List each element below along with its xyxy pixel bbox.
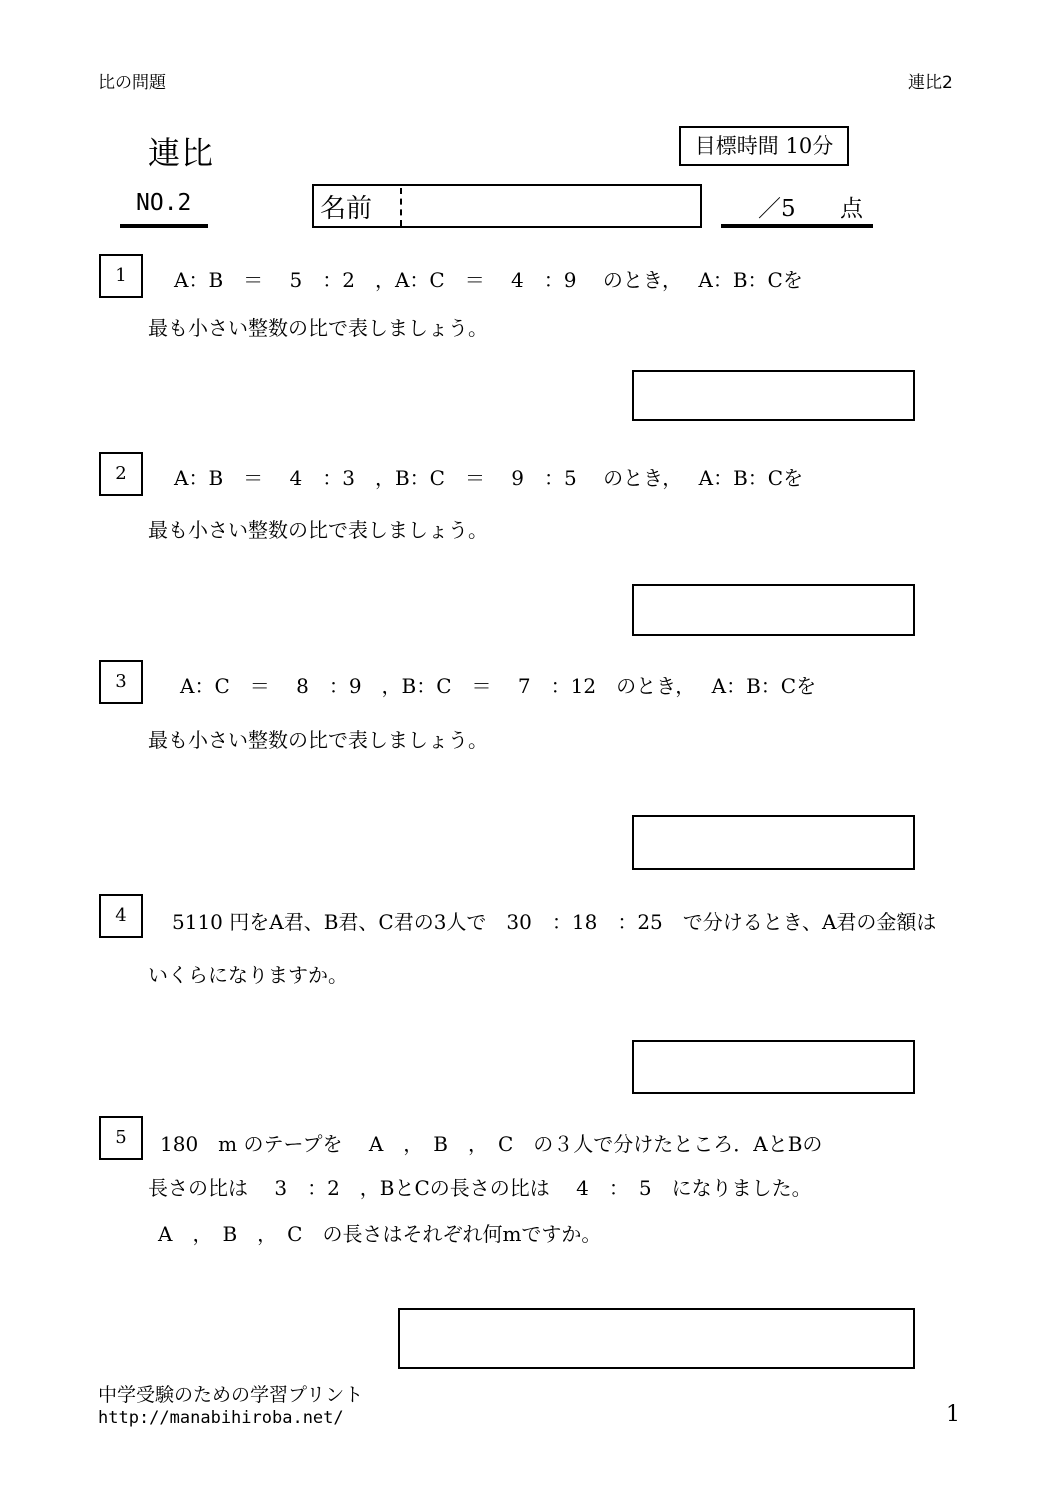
question-number-1: 1 xyxy=(99,254,143,298)
name-field[interactable] xyxy=(312,184,702,228)
question-5-line-1: 180 m のテープを A ， B ， C の３人で分けたところ．AとBの xyxy=(160,1132,823,1156)
target-time-box: 目標時間 10分 xyxy=(679,126,849,166)
footer-url-link[interactable]: http://manabihiroba.net/ xyxy=(98,1408,344,1428)
question-4-line-2: いくらになりますか。 xyxy=(148,963,348,987)
name-label: 名前 xyxy=(320,194,373,224)
question-number-4: 4 xyxy=(99,894,143,938)
sheet-number-underline xyxy=(120,224,208,228)
footer-publisher: 中学受験のための学習プリント xyxy=(98,1384,364,1406)
header-subject: 比の問題 xyxy=(98,73,166,93)
page-number: 1 xyxy=(946,1402,960,1427)
question-4-line-1: 5110 円をA君、B君、C君の3人で 30 ：18 ：25 で分けるとき、A君の金額は xyxy=(172,910,937,934)
page-title: 連比 xyxy=(148,134,215,172)
question-3-line-1: A：C ＝ 8 ：9 ，B：C ＝ 7 ：12 のとき， A：B：Cを xyxy=(180,674,817,698)
question-number-5: 5 xyxy=(99,1116,143,1160)
answer-box-3[interactable] xyxy=(632,815,915,870)
question-2-line-1: A：B ＝ 4 ：3 ，B：C ＝ 9 ：5 のとき， A：B：Cを xyxy=(174,466,804,490)
header-sheet-id: 連比2 xyxy=(908,73,953,93)
answer-box-2[interactable] xyxy=(632,584,915,636)
answer-box-4[interactable] xyxy=(632,1040,915,1094)
answer-box-1[interactable] xyxy=(632,370,915,421)
score-underline xyxy=(721,224,873,228)
answer-box-5[interactable] xyxy=(398,1308,915,1369)
question-5-line-3: A ， B ， C の長さはそれぞれ何mですか。 xyxy=(158,1222,602,1246)
name-divider xyxy=(400,188,402,226)
question-2-line-2: 最も小さい整数の比で表しましょう。 xyxy=(148,518,488,542)
sheet-number: NO.2 xyxy=(136,190,192,216)
score-unit: 点 xyxy=(840,196,863,222)
question-3-line-2: 最も小さい整数の比で表しましょう。 xyxy=(148,728,488,752)
question-number-3: 3 xyxy=(99,660,143,704)
question-5-line-2: 長さの比は 3 ：2 ，BとCの長さの比は 4 ： 5 になりました。 xyxy=(148,1176,812,1200)
question-1-line-2: 最も小さい整数の比で表しましょう。 xyxy=(148,316,488,340)
question-number-2: 2 xyxy=(99,452,143,496)
question-1-line-1: A：B ＝ 5 ：2 ，A：C ＝ 4 ：9 のとき， A：B：Cを xyxy=(174,268,803,292)
score-total: ／5 xyxy=(758,196,796,222)
